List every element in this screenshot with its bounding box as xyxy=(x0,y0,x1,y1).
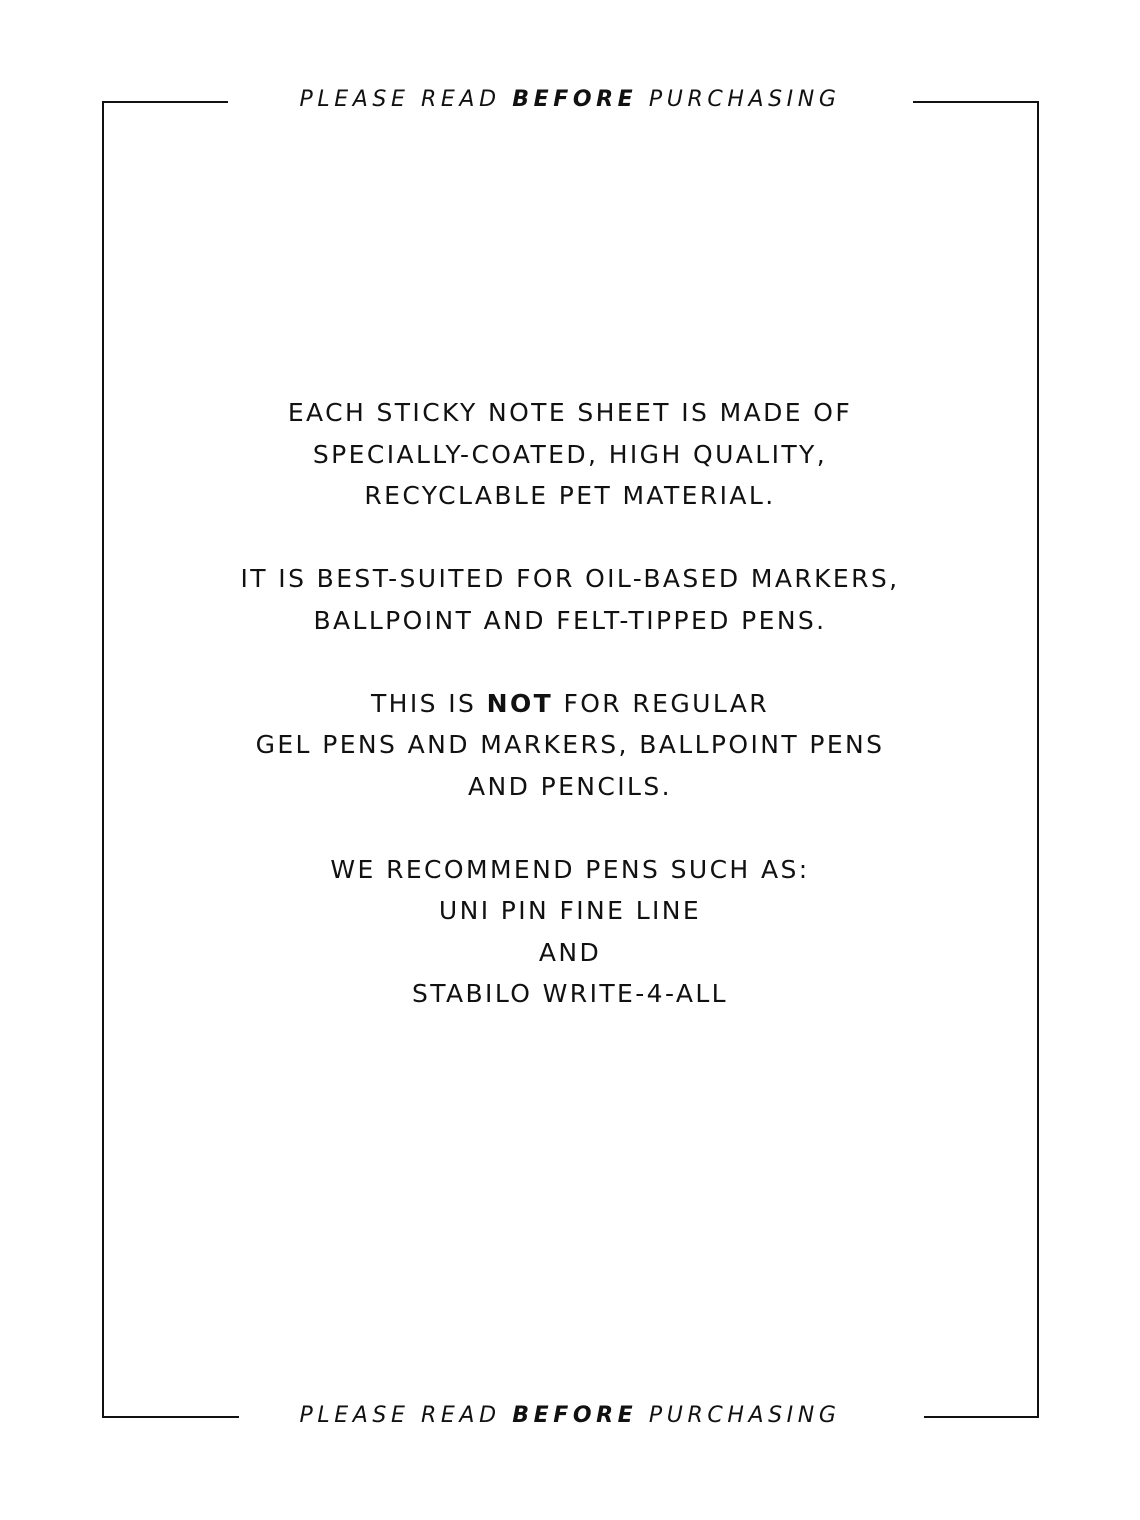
body-line: STABILO WRITE-4-ALL xyxy=(412,979,728,1008)
body-line: WE RECOMMEND PENS SUCH AS: xyxy=(330,854,810,884)
body-line: BALLPOINT AND FELT-TIPPED PENS. xyxy=(313,605,827,635)
body-line: AND xyxy=(538,937,602,967)
top-banner xyxy=(0,85,1140,115)
body-line: UNI PIN FINE LINE xyxy=(438,896,702,925)
body-line: EACH STICKY NOTE SHEET IS MADE OF xyxy=(287,398,853,427)
suitability-paragraph xyxy=(140,558,1000,641)
bottom-banner xyxy=(0,1401,1140,1431)
banner-emphasis: BEFORE xyxy=(512,87,638,112)
banner-prefix: PLEASE READ xyxy=(299,1403,501,1428)
warning-prefix: THIS IS xyxy=(370,688,477,718)
body-line: RECYCLABLE PET MATERIAL. xyxy=(364,481,776,510)
warning-emphasis: NOT xyxy=(486,688,554,718)
warning-suffix: FOR REGULAR xyxy=(563,688,770,718)
notice-body xyxy=(140,392,1000,1015)
material-paragraph xyxy=(140,392,1000,517)
recommendation-paragraph xyxy=(140,849,1000,1015)
body-line: AND PENCILS. xyxy=(468,771,672,801)
banner-emphasis: BEFORE xyxy=(512,1403,638,1428)
banner-suffix: PURCHASING xyxy=(648,1403,841,1428)
warning-paragraph xyxy=(140,683,1000,808)
body-line: GEL PENS AND MARKERS, BALLPOINT PENS xyxy=(255,730,885,759)
banner-prefix: PLEASE READ xyxy=(299,87,501,112)
warning-line xyxy=(140,683,1000,725)
body-line: SPECIALLY-COATED, HIGH QUALITY, xyxy=(312,439,828,469)
banner-suffix: PURCHASING xyxy=(648,87,841,112)
body-line: IT IS BEST-SUITED FOR OIL-BASED MARKERS, xyxy=(240,564,900,593)
